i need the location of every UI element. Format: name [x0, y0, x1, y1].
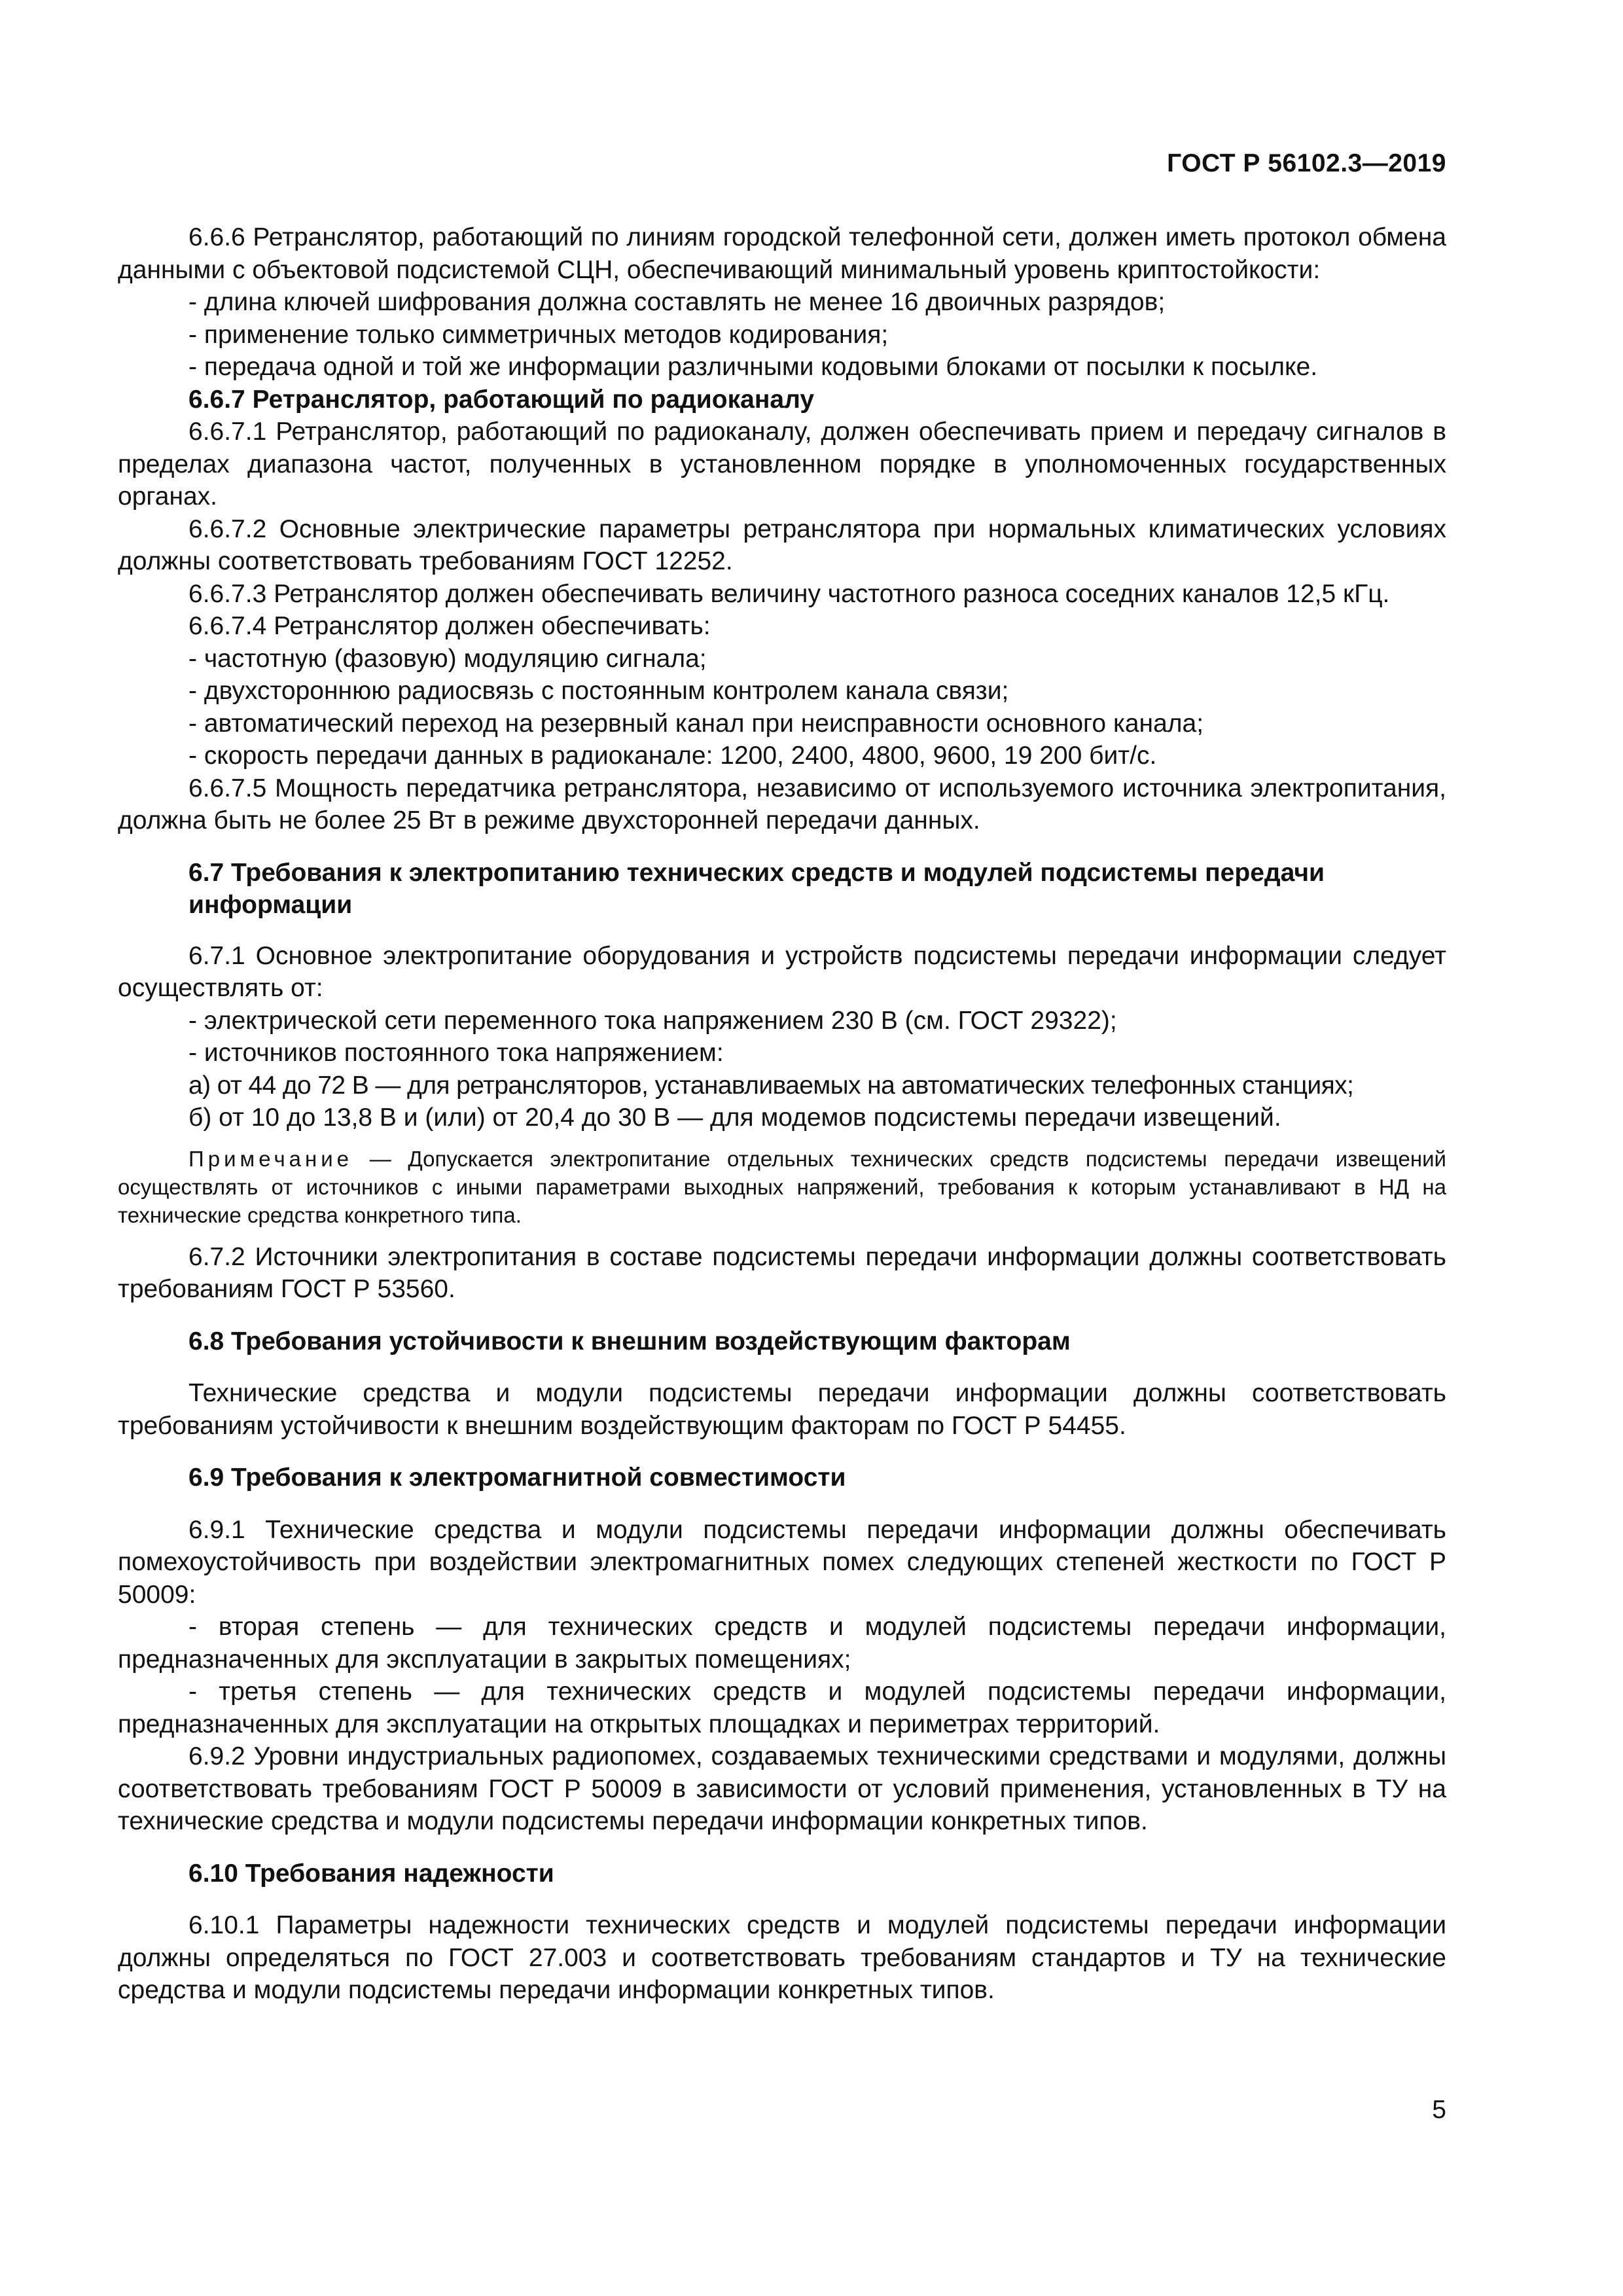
clause-6-6-7-3: 6.6.7.3 Ретранслятор должен обеспечивать величину частотного разноса соседних каналов 12,5 кГц. [188, 579, 1390, 608]
note-label: Примечание [188, 1146, 353, 1171]
note-text: — Допускается электропитание отдельных технических средств подсистемы передачи извещений осуществлять от источников с иными параметрами выходных напряжений, требования к которым устанавливают в НД на технические средства конкретного типа. [118, 1146, 1446, 1227]
section-heading-6-7: 6.7 Требования к электропитанию технических средств и модулей подсистемы передачи информации [188, 858, 1325, 919]
clause-6-10-1: 6.10.1 Параметры надежности технических средств и модулей подсистемы передачи информации должны определяться по ГОСТ 27.003 и соответствовать требованиям стандартов и ТУ на технические средства и модули подсистемы передачи информации конкретных типов. [118, 1911, 1446, 2004]
section-heading-6-8: 6.8 Требования устойчивости к внешним воздействующим факторам [188, 1327, 1071, 1355]
clause-6-6-6: 6.6.6 Ретранслятор, работающий по линиям городской телефонной сети, должен иметь протокол обмена данными с объектовой подсистемой СЦН, обеспечивающий минимальный уровень криптостойкости: [118, 223, 1446, 284]
clause-6-9-2: 6.9.2 Уровни индустриальных радиопомех, создаваемых техническими средствами и модулями, должны соответствовать требованиям ГОСТ Р 50009 в зависимости от условий применения, установленных в ТУ на технические средства и модули подсистемы передачи информации конкретных типов. [118, 1742, 1446, 1835]
list-item: а) от 44 до 72 В — для ретрансляторов, устанавливаемых на автоматических телефонных станциях; [188, 1071, 1354, 1100]
section-heading-6-10: 6.10 Требования надежности [188, 1859, 554, 1888]
list-item: - скорость передачи данных в радиоканале: 1200, 2400, 4800, 9600, 19 200 бит/с. [188, 742, 1157, 770]
clause-6-6-7-1: 6.6.7.1 Ретранслятор, работающий по радиоканалу, должен обеспечивать прием и передачу сигналов в пределах диапазона частот, полученных в установленном порядке в уполномоченных государственных органах. [118, 418, 1446, 511]
list-item: - двухстороннюю радиосвязь с постоянным контролем канала связи; [188, 677, 1009, 705]
page-number: 5 [1432, 2096, 1446, 2124]
list-item: - электрической сети переменного тока напряжением 230 В (см. ГОСТ 29322); [188, 1006, 1117, 1035]
list-item: - вторая степень — для технических средств и модулей подсистемы передачи информации, предназначенных для эксплуатации в закрытых помещениях; [118, 1613, 1446, 1674]
clause-6-9-1: 6.9.1 Технические средства и модули подсистемы передачи информации должны обеспечивать помехоустойчивость при воздействии электромагнитных помех следующих степеней жесткости по ГОСТ Р 50009: [118, 1515, 1446, 1609]
clause-6-8: Технические средства и модули подсистемы передачи информации должны соответствовать требованиям устойчивости к внешним воздействующим факторам по ГОСТ Р 54455. [118, 1379, 1446, 1440]
clause-6-6-7-5: 6.6.7.5 Мощность передатчика ретранслятора, независимо от используемого источника электропитания, должна быть не более 25 Вт в режиме двухсторонней передачи данных. [118, 774, 1446, 834]
list-item: - длина ключей шифрования должна составлять не менее 16 двоичных разрядов; [188, 288, 1166, 316]
clause-6-6-7-4: 6.6.7.4 Ретранслятор должен обеспечивать: [188, 612, 711, 640]
list-item: - источников постоянного тока напряжением: [188, 1039, 724, 1067]
clause-6-6-7-2: 6.6.7.2 Основные электрические параметры ретранслятора при нормальных климатических условиях должны соответствовать требованиям ГОСТ 12252. [118, 514, 1446, 575]
section-heading-6-9: 6.9 Требования к электромагнитной совместимости [188, 1463, 846, 1492]
list-item: - третья степень — для технических средств и модулей подсистемы передачи информации, предназначенных для эксплуатации на открытых площадках и периметрах территорий. [118, 1677, 1446, 1738]
note [118, 1145, 1446, 1229]
list-item: б) от 10 до 13,8 В и (или) от 20,4 до 30 В — для модемов подсистемы передачи извещений. [188, 1103, 1281, 1132]
list-item: - автоматический переход на резервный канал при неисправности основного канала; [188, 709, 1204, 738]
clause-heading-6-6-7: 6.6.7 Ретранслятор, работающий по радиоканалу [188, 385, 815, 414]
standard-designation: ГОСТ Р 56102.3—2019 [1167, 149, 1446, 177]
list-item: - применение только симметричных методов кодирования; [188, 320, 889, 349]
document-page [118, 0, 1446, 2296]
document-body [118, 221, 1446, 2007]
list-item: - частотную (фазовую) модуляцию сигнала; [188, 644, 707, 673]
clause-6-7-1: 6.7.1 Основное электропитание оборудования и устройств подсистемы передачи информации следует осуществлять от: [118, 941, 1446, 1002]
list-item: - передача одной и той же информации различными кодовыми блоками от посылки к посылке. [188, 353, 1318, 381]
clause-6-7-2: 6.7.2 Источники электропитания в составе подсистемы передачи информации должны соответствовать требованиям ГОСТ Р 53560. [118, 1242, 1446, 1303]
